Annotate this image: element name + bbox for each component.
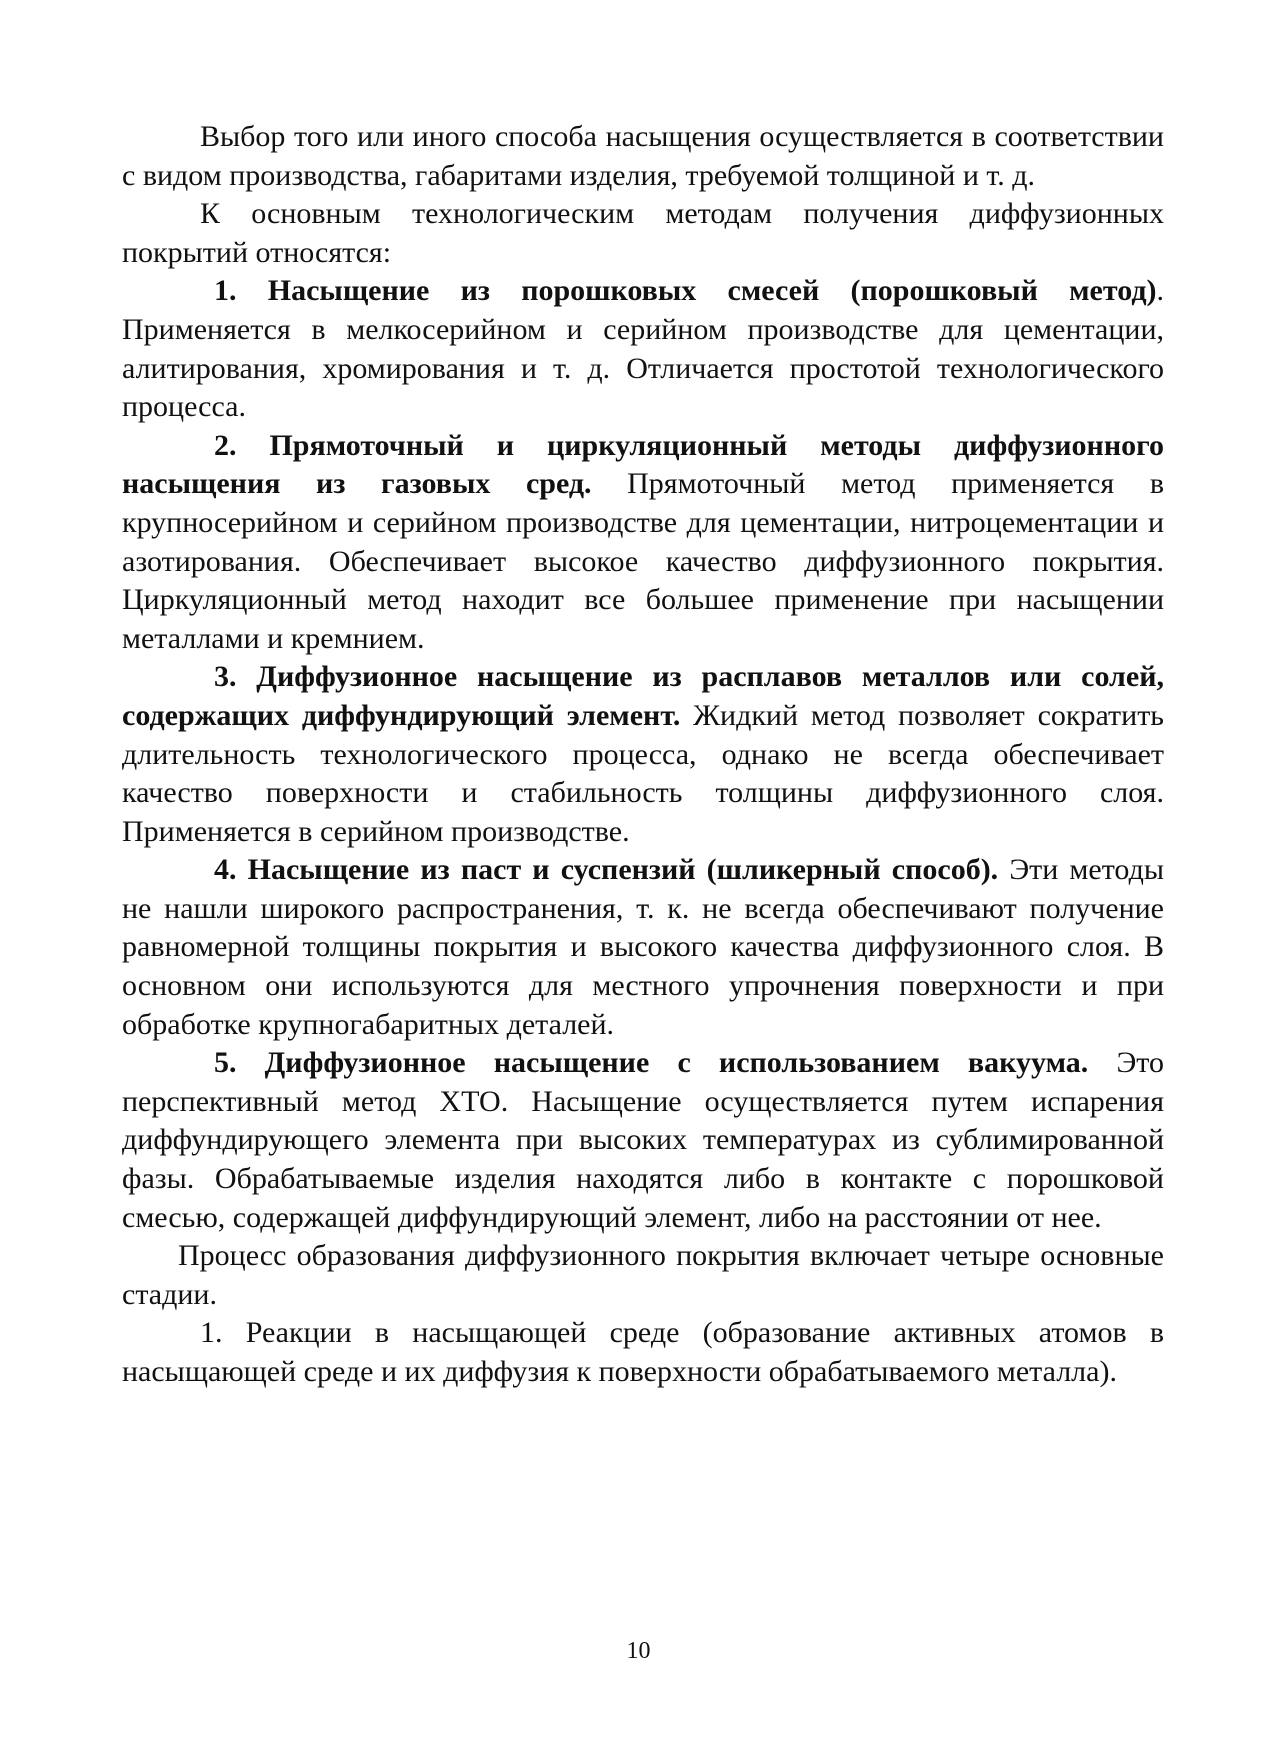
method-title: 5. Диффузионное насыщение с использованием вакуума. [214, 1046, 1089, 1080]
method-text: . Применяется в мелкосерийном и серийном производстве для цементации, алитирования, хромирования и т. д. Отличается простотой технологического процесса. [122, 274, 1164, 424]
method-item [122, 1044, 1164, 1237]
method-item [122, 851, 1164, 1044]
paragraph-methods-intro: К основным технологическим методам получения диффузионных покрытий относятся: [122, 197, 1164, 269]
method-title: 1. Насыщение из порошковых смесей (порошковый метод) [214, 274, 1157, 308]
method-title: 4. Насыщение из паст и суспензий (шликерный способ). [214, 853, 999, 887]
method-item [122, 427, 1164, 659]
paragraph-stages-intro: Процесс образования диффузионного покрытия включает четыре основные стадии. [122, 1239, 1164, 1311]
method-text: Это перспективный метод ХТО. Насыщение осуществляется путем испарения диффундирующего элемента при высоких температурах из сублимированной фазы. Обрабатываемые изделия находятся либо в контакте с порошковой смесью, содержащей диффундирующий элемент, либо на расстоянии от нее. [122, 1046, 1164, 1234]
paragraph-choice-of-method: Выбор того или иного способа насыщения осуществляется в соответствии с видом производства, габаритами изделия, требуемой толщиной и т. д. [122, 120, 1164, 192]
method-text: Эти методы не нашли широкого распространения, т. к. не всегда обеспечивают получение равномерной толщины покрытия и высокого качества диффузионного слоя. В основном они используются для местного упрочнения поверхности и при обработке крупногабаритных деталей. [122, 853, 1164, 1041]
method-title: 3. Диффузионное насыщение из расплавов металлов или солей, содержащих диффундирующий элемент. [122, 660, 1164, 732]
method-item [122, 272, 1164, 426]
method-text: Жидкий метод позволяет сократить длительность технологического процесса, однако не всегда обеспечивает качество поверхности и стабильность толщины диффузионного слоя. Применяется в серийном производстве. [122, 698, 1164, 848]
method-text: Прямоточный метод применяется в крупносерийном и серийном производстве для цементации, нитроцементации и азотирования. Обеспечивает высокое качество диффузионного покрытия. Циркуляционный метод находит все большее применение при насыщении металлами и кремнием. [122, 467, 1164, 655]
method-item [122, 658, 1164, 851]
method-title: 2. Прямоточный и циркуляционный методы диффузионного насыщения из газовых сред. [122, 428, 1164, 501]
document-page [122, 118, 1164, 1392]
stage-item: 1. Реакции в насыщающей среде (образование активных атомов в насыщающей среде и их диффузия к поверхности обрабатываемого металла). [122, 1316, 1164, 1388]
page-number: 10 [626, 1638, 651, 1664]
